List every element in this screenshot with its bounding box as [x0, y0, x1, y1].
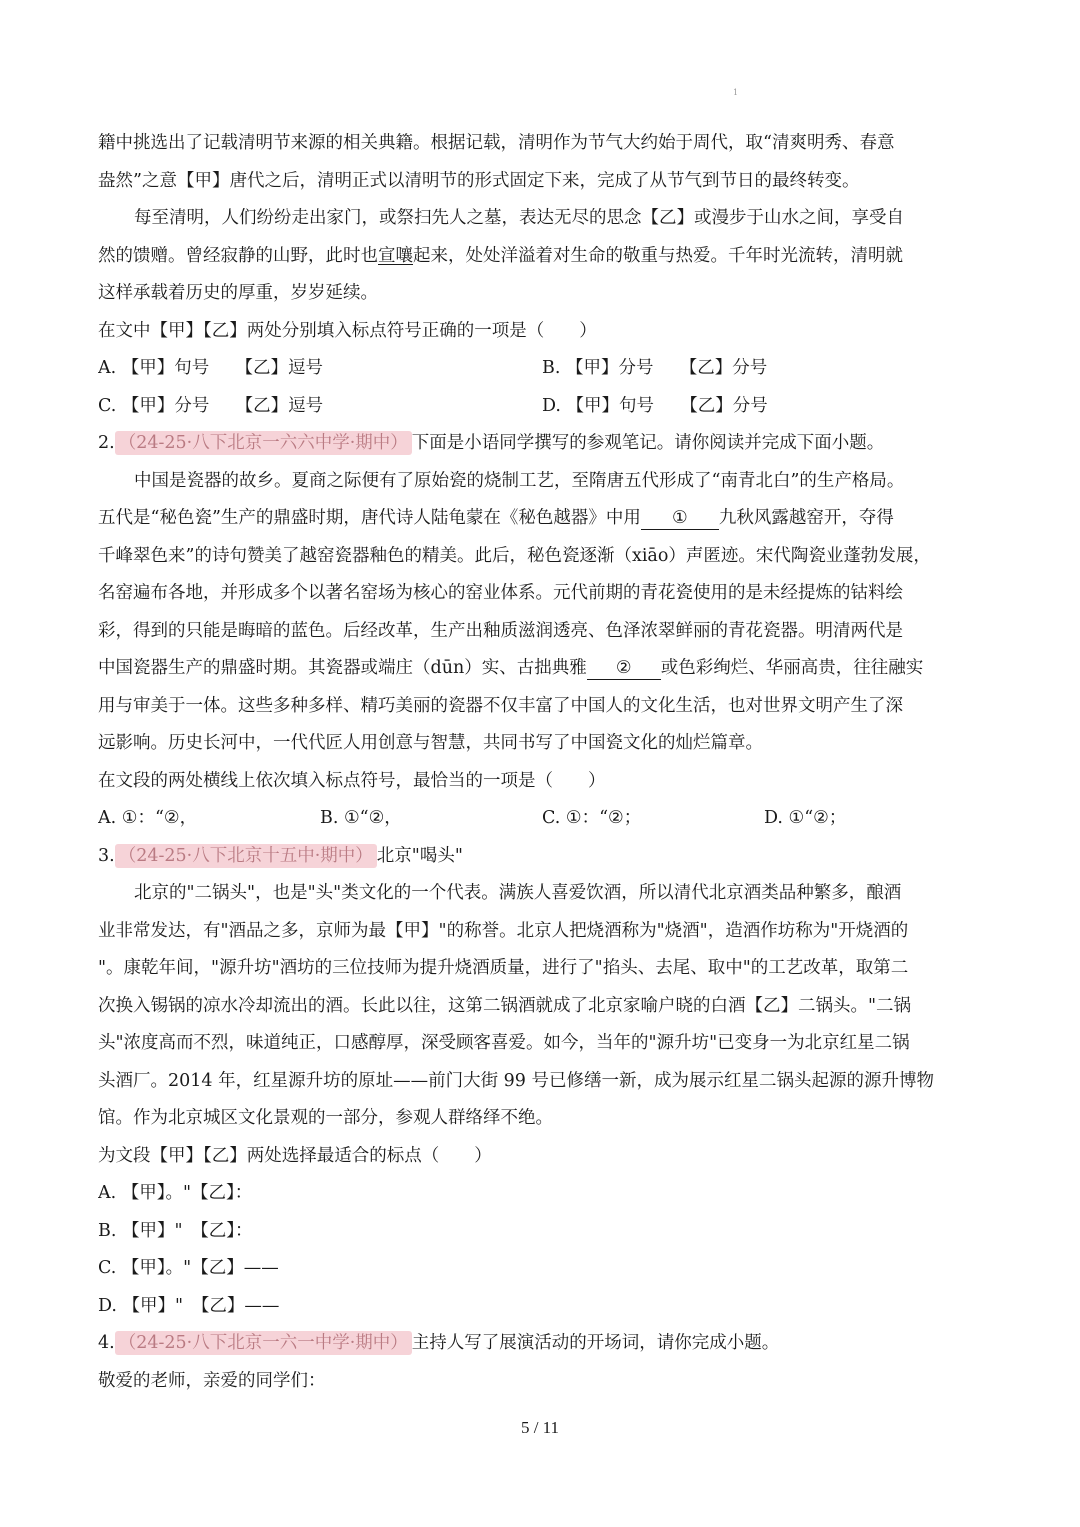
q3-option-a: A. 【甲】。"【乙】： — [98, 1183, 253, 1203]
q3-title: 北京"喝头" — [376, 845, 463, 866]
q2-option-c: C. ①：“②； — [542, 808, 642, 828]
fill-blank-2: ② — [587, 657, 661, 680]
source-tag: （24-25·八下北京十五中·期中） — [115, 844, 377, 868]
q1-passage-line: 籍中挑选出了记载清明节来源的相关典籍。根据记载，清明作为节气大约始于周代，取“清爽明秀、春意 — [98, 133, 895, 153]
q2-passage-line: 中国是瓷器的故乡。夏商之际便有了原始瓷的烧制工艺，至隋唐五代形成了“南青北白”的生产格局。 — [134, 470, 905, 491]
q1-passage-line: 每至清明，人们纷纷走出家门，或祭扫先人之墓，表达无尽的思念【乙】或漫步于山水之间，享受自 — [134, 208, 904, 228]
q4-header — [98, 1325, 986, 1363]
q2-passage-line: 名窑遍布各地，并形成多个以著名窑场为核心的窑业体系。元代前期的青花瓷使用的是未经提炼的钴料绘 — [98, 583, 903, 603]
q3-passage-line: 北京的"二锅头"，也是"头"类文化的一个代表。满族人喜爱饮酒，所以清代北京酒类品种繁多，酿酒 — [134, 883, 902, 903]
page-mark: 1 — [733, 88, 739, 97]
q2-passage-line: 用与审美于一体。这些多种多样、精巧美丽的瓷器不仅丰富了中国人的文化生活，也对世界文明产生了深 — [98, 695, 903, 716]
q2-passage-line: 远影响。历史长河中，一代代匠人用创意与智慧，共同书写了中国瓷文化的灿烂篇章。 — [98, 733, 763, 753]
question-number: 2. — [98, 433, 115, 453]
q1-question: 在文中【甲】【乙】两处分别填入标点符号正确的一项是（ ） — [98, 320, 597, 341]
q2-option-b: B. ①“②， — [320, 808, 402, 828]
q2-intro: 下面是小语同学撰写的参观笔记。请你阅读并完成下面小题。 — [411, 433, 885, 453]
q2-header — [98, 425, 986, 463]
q2-option-a: A. ①：“②， — [98, 808, 198, 828]
q4-intro: 主持人写了展演活动的开场词，请你完成小题。 — [411, 1333, 780, 1353]
question-number: 3. — [98, 845, 115, 866]
question-number: 4. — [98, 1333, 115, 1353]
q3-passage-line: 馆。作为北京城区文化景观的一部分，参观人群络绎不绝。 — [98, 1108, 553, 1128]
source-tag: （24-25·八下北京一六六中学·期中） — [115, 431, 412, 455]
fill-blank-1: ① — [641, 507, 719, 530]
q2-option-d: D. ①“②； — [764, 808, 847, 828]
q3-option-b: B. 【甲】" 【乙】： — [98, 1220, 253, 1241]
q3-passage-line: 头"浓度高而不烈，味道纯正，口感醇厚，深受顾客喜爱。如今，当年的"源升坊"已变身一为北京红星二锅 — [98, 1033, 910, 1053]
q2-passage-line: 五代是“秘色瓷”生产的鼎盛时期，唐代诗人陆龟蒙在《秘色越器》中用 ① 九秋风露越窑开，夺得 — [98, 508, 894, 528]
q2-passage-line: 中国瓷器生产的鼎盛时期。其瓷器或端庄（dūn）实、古拙典雅 ② 或色彩绚烂、华丽高贵，往往融实 — [98, 658, 924, 678]
q1-passage-line: 然的馈赠。曾经寂静的山野，此时也宣嚷起来，处处洋溢着对生命的敬重与热爱。千年时光流转，清明就 — [98, 245, 903, 266]
q1-passage-line: 盎然”之意【甲】唐代之后，清明正式以清明节的形式固定下来，完成了从节气到节日的最终转变。 — [98, 170, 860, 191]
q2-question: 在文段的两处横线上依次填入标点符号，最恰当的一项是（ ） — [98, 770, 606, 791]
q3-header — [98, 838, 986, 876]
page-number: 5 / 11 — [520, 1418, 560, 1437]
q1-option-c: C. 【甲】分号 【乙】逗号 — [98, 395, 324, 416]
q1-option-b: B. 【甲】分号 【乙】分号 — [542, 358, 768, 378]
q3-passage-line: "。康乾年间，"源升坊"酒坊的三位技师为提升烧酒质量，进行了"掐头、去尾、取中"的工艺改革，取第二 — [98, 958, 909, 978]
q3-option-d: D. 【甲】" 【乙】—— — [98, 1295, 280, 1316]
q3-passage-line: 次换入锡锅的凉水冷却流出的酒。长此以往，这第二锅酒就成了北京家喻户晓的白酒【乙】二锅头。"二锅 — [98, 995, 912, 1016]
q3-passage-line: 头酒厂。2014 年，红星源升坊的原址——前门大街 99 号已修缮一新，成为展示红星二锅头起源的源升博物 — [98, 1070, 934, 1091]
document-body — [98, 125, 986, 1400]
q3-passage-line: 业非常发达，有"酒品之多，京师为最【甲】"的称誉。北京人把烧酒称为"烧酒"，造酒作坊称为"开烧酒的 — [98, 920, 909, 941]
q2-passage-line: 彩，得到的只能是晦暗的蓝色。后经改革，生产出釉质滋润透亮、色泽浓翠鲜丽的青花瓷器。明清两代是 — [98, 620, 903, 641]
q1-passage-line: 这样承载着历史的厚重，岁岁延续。 — [98, 283, 378, 303]
q1-option-d: D. 【甲】句号 【乙】分号 — [542, 395, 768, 416]
q2-passage-line: 千峰翠色来”的诗句赞美了越窑瓷器釉色的精美。此后，秘色瓷逐渐（xiāo）声匿迹。宋代陶瓷业蓬勃发展， — [98, 545, 931, 566]
q1-options-row — [98, 350, 986, 388]
q1-options-row — [98, 388, 986, 426]
q3-option-c: C. 【甲】。"【乙】—— — [98, 1258, 279, 1278]
q3-question: 为文段【甲】【乙】两处选择最适合的标点（ ） — [98, 1145, 492, 1166]
source-tag: （24-25·八下北京一六一中学·期中） — [115, 1331, 412, 1355]
q2-options-row — [98, 800, 986, 838]
q1-option-a: A. 【甲】句号 【乙】逗号 — [98, 358, 324, 378]
underlined-word: 宣嚷 — [378, 245, 413, 266]
q4-greeting: 敬爱的老师，亲爱的同学们： — [98, 1370, 326, 1391]
